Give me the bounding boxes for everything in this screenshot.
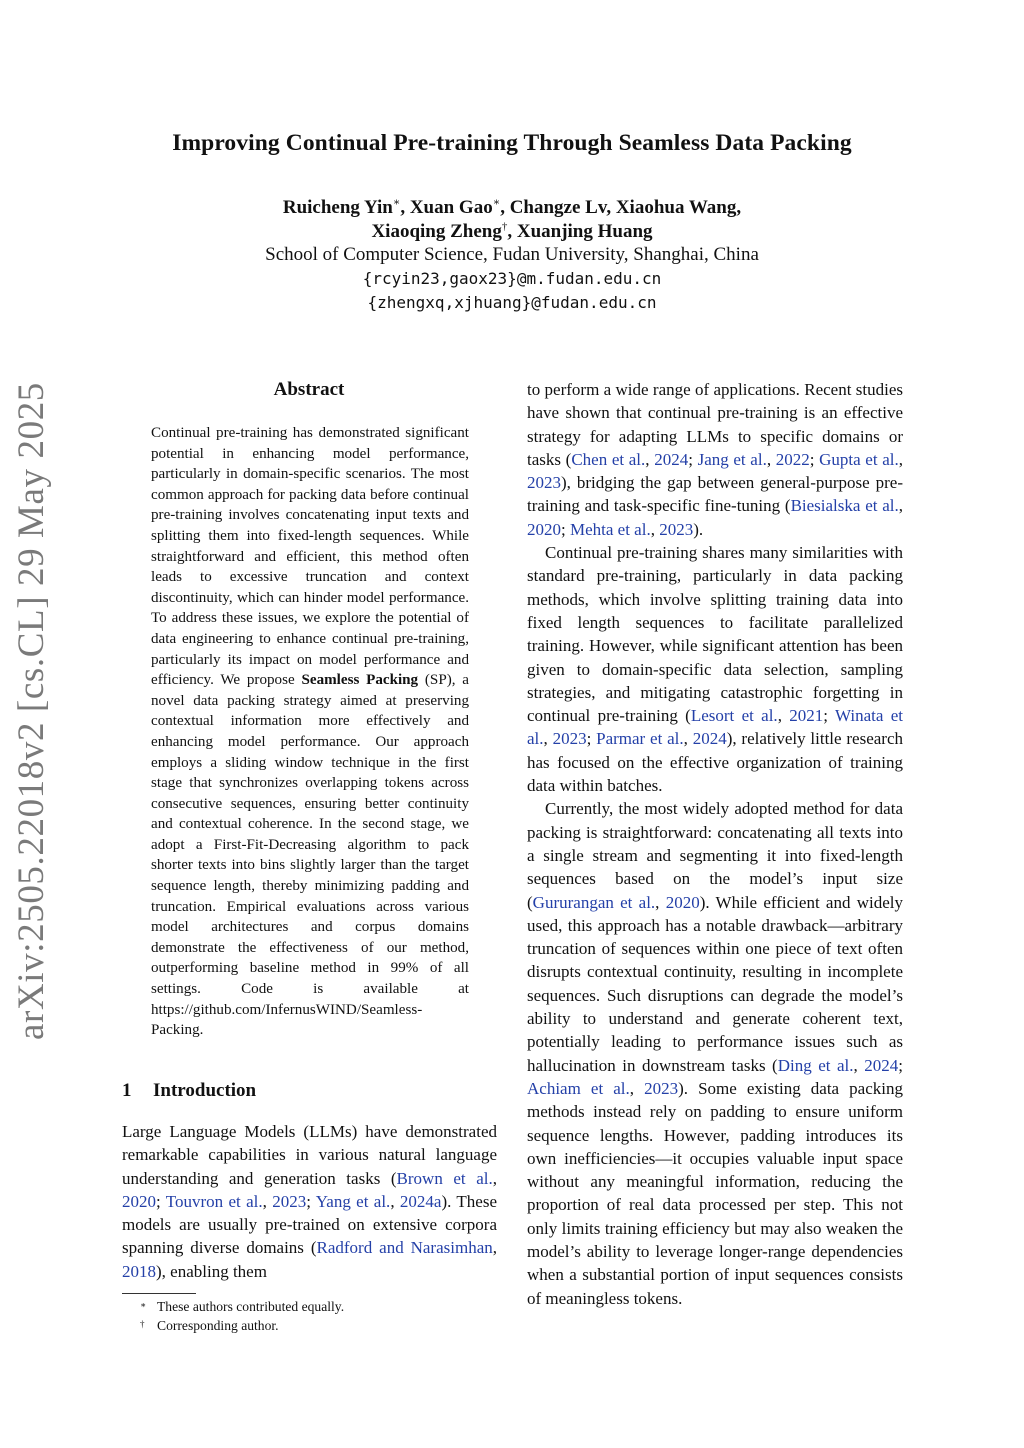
- author-mark: ∗: [492, 196, 501, 209]
- section-number: 1: [122, 1080, 132, 1101]
- author-name: Changze Lv: [509, 197, 607, 218]
- citation-link[interactable]: Radford and Narasimhan: [316, 1238, 493, 1258]
- paragraph: to perform a wide range of applications. Recent studies have shown that continual pre-training is an effective strategy for adapting LLMs to specific domains or tasks (Chen et al., 2024; Jang et al., 2022; Gupta et al., 2023), bridging the gap between general-purpose pre-training and task-specific fine-tuning (Biesialska et al., 2020; Mehta et al., 2023).: [527, 380, 903, 539]
- author-mark: †: [501, 220, 508, 233]
- author-name: Xuan Gao: [409, 197, 493, 218]
- abstract-heading: Abstract: [273, 379, 345, 400]
- email-line-2[interactable]: {zhengxq,xjhuang}@fudan.edu.cn: [367, 293, 657, 312]
- paper-title: Improving Continual Pre-training Through Seamless Data Packing: [172, 130, 852, 156]
- author-line-1: Ruicheng Yin∗, Xuan Gao∗, Changze Lv, Xiaohua Wang,: [282, 196, 742, 218]
- citation-link[interactable]: Jang et al.: [697, 449, 767, 469]
- affiliation: School of Computer Science, Fudan University, Shanghai, China: [265, 244, 759, 265]
- citation-link[interactable]: Brown et al.: [396, 1168, 493, 1188]
- footnote-text: Corresponding author.: [157, 1318, 279, 1333]
- citation-link[interactable]: Gupta et al.: [819, 449, 899, 469]
- citation-link[interactable]: 2021: [789, 706, 824, 726]
- citation-link[interactable]: 2023: [527, 473, 561, 493]
- citation-link[interactable]: 2023: [644, 1078, 679, 1098]
- footnote-mark: ∗: [140, 1300, 147, 1310]
- abstract-body: [151, 423, 469, 1041]
- paragraph: Currently, the most widely adopted method for data packing is straightforward: concatenating all texts into a single stream and segmenting it into fixed-length sequences based on the model’s input size (Gururangan et al., 2020). While efficient and widely used, this approach has a notable drawback—arbitrary truncation of sequences within one piece of text often disrupts contextual continuity, resulting in incomplete sequences. Such disruptions can degrade the model’s ability to understand and generate coherent text, potentially leading to performance issues such as hallucination in downstream tasks (Ding et al., 2024; Achiam et al., 2023). Some existing data packing methods instead rely on padding to ensure uniform sequence lengths. However, padding introduces its own inefficiencies—it occupies valuable input space without any meaningful information, reducing the proportion of real data processed per step. This not only limits training efficiency but may also weaken the model’s ability to leverage longer-range dependencies when a substantial portion of input sequences consists of meaningless tokens.: [527, 799, 903, 1308]
- citation-link[interactable]: 2024: [864, 1055, 899, 1075]
- citation-link[interactable]: 2023: [272, 1191, 307, 1211]
- citation-link[interactable]: Parmar et al.: [596, 729, 684, 749]
- citation-link[interactable]: 2024a: [399, 1191, 442, 1211]
- citation-link[interactable]: Mehta et al.: [569, 519, 651, 539]
- citation-link[interactable]: 2024: [692, 729, 727, 749]
- section-title: Introduction: [153, 1080, 257, 1101]
- citation-link[interactable]: 2020: [122, 1191, 156, 1211]
- author-name: Xuanjing Huang: [516, 221, 653, 242]
- author-list: [0, 196, 1024, 244]
- footnote-rule: [122, 1293, 196, 1294]
- abstract-text-cont: (SP), a novel data packing strategy aimed at preserving contextual information more effectively and enhancing model performance. Our approach employs a sliding window technique in the first stage that synchronizes overlapping tokens across consecutive sequences, ensuring better continuity and contextual coherence. In the second stage, we adopt a First-Fit-Decreasing algorithm to pack shorter texts into bins slightly larger than the target sequence length, thereby minimizing padding and truncation. Empirical evaluations across various model architectures and corpus domains demonstrate the effectiveness of our method, outperforming baseline method in 99% of all settings. Code is available at https://github.com/InfernusWIND/Seamless-Packing.: [151, 672, 469, 1039]
- email-line-1[interactable]: {rcyin23,gaox23}@m.fudan.edu.cn: [362, 269, 662, 288]
- citation-link[interactable]: 2023: [659, 519, 694, 539]
- method-name: Seamless Packing: [301, 672, 419, 689]
- citation-link[interactable]: 2018: [122, 1261, 156, 1281]
- footnote-text: These authors contributed equally.: [157, 1299, 345, 1314]
- citation-link[interactable]: Winata et al.: [527, 706, 904, 749]
- citation-link[interactable]: Touvron et al.: [165, 1191, 263, 1211]
- citation-link[interactable]: Biesialska et al.: [790, 496, 899, 516]
- citation-link[interactable]: Achiam et al.: [527, 1078, 630, 1098]
- citation-link[interactable]: 2022: [775, 449, 810, 469]
- introduction-paragraph: [122, 1120, 497, 1283]
- citation-link[interactable]: 2024: [654, 449, 689, 469]
- footnote-corresponding-author: [140, 1316, 344, 1335]
- citation-link[interactable]: 2023: [552, 729, 587, 749]
- citation-link[interactable]: 2020: [665, 892, 700, 912]
- citation-link[interactable]: 2020: [527, 519, 561, 539]
- author-name: Xiaoqing Zheng: [371, 221, 502, 242]
- footnote-mark: †: [140, 1319, 145, 1329]
- section-heading-introduction: [122, 1080, 256, 1102]
- citation-link[interactable]: Yang et al.: [315, 1191, 391, 1211]
- arxiv-identifier: arXiv:2505.22018v2 [cs.CL] 29 May 2025: [11, 382, 52, 1040]
- author-line-2: Xiaoqing Zheng†, Xuanjing Huang: [371, 220, 653, 242]
- right-column-body: [527, 378, 903, 1310]
- author-name: Ruicheng Yin: [282, 197, 393, 218]
- author-name: Xiaohua Wang: [615, 197, 737, 218]
- citation-link[interactable]: Chen et al.: [571, 449, 646, 469]
- citation-link[interactable]: Ding et al.: [777, 1055, 854, 1075]
- citation-link[interactable]: Gururangan et al.: [532, 892, 656, 912]
- footnotes: [140, 1297, 344, 1335]
- abstract-text: Continual pre-training has demonstrated significant potential in enhancing model performance, particularly in domain-specific scenarios. The most common approach for packing data before continual pre-training involves concatenating input texts and splitting them into fixed-length sequences. While straightforward and efficient, this method often leads to excessive truncation and context discontinuity, which can hinder model performance. To address these issues, we explore the potential of data engineering to enhance continual pre-training, particularly its impact on model performance and efficiency. We propose: [151, 425, 469, 689]
- author-mark: ∗: [392, 196, 401, 209]
- paragraph: Large Language Models (LLMs) have demonstrated remarkable capabilities in various natural language understanding and generation tasks (Brown et al., 2020; Touvron et al., 2023; Yang et al., 2024a). These models are usually pre-trained on extensive corpora spanning diverse domains (Radford and Narasimhan, 2018), enabling them: [122, 1122, 498, 1281]
- footnote-equal-contribution: [140, 1297, 344, 1316]
- paragraph: Continual pre-training shares many similarities with standard pre-training, particularly in data packing methods, which involve splitting training data into fixed length sequences to facilitate parallelized training. However, while significant attention has been given to domain-specific data selection, sampling strategies, and mitigating catastrophic forgetting in continual pre-training (Lesort et al., 2021; Winata et al., 2023; Parmar et al., 2024), relatively little research has focused on the effective organization of training data within batches.: [527, 543, 904, 796]
- citation-link[interactable]: Lesort et al.: [690, 706, 778, 726]
